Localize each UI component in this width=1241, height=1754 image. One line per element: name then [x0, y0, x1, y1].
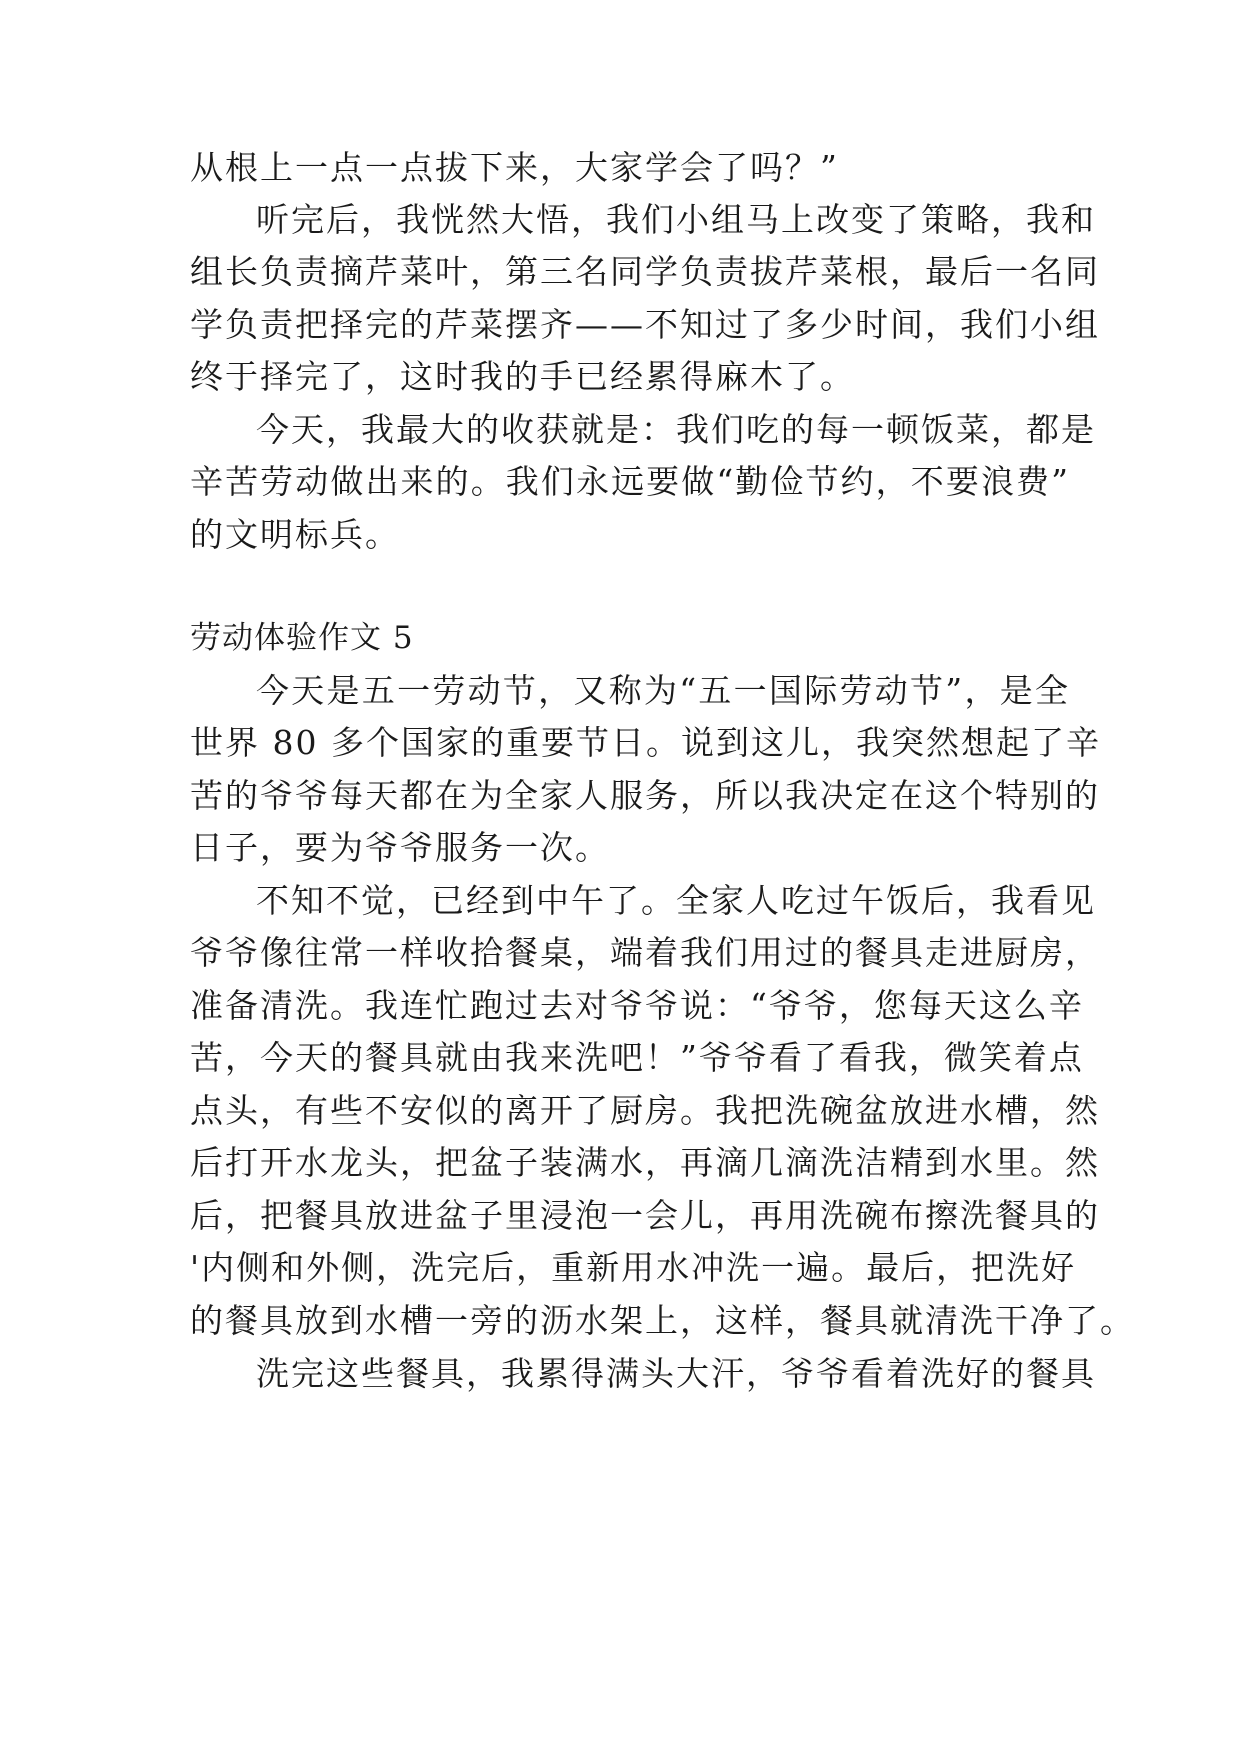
section-heading: 劳动体验作文 5: [190, 620, 414, 656]
paragraph-line: 从根上一点一点拔下来，大家学会了吗？”: [190, 148, 839, 187]
paragraph-line: 后，把餐具放进盆子里浸泡一会儿，再用洗碗布擦洗餐具的: [190, 1196, 1100, 1235]
paragraph-line: 今天，我最大的收获就是：我们吃的每一顿饭菜，都是: [256, 410, 1096, 449]
paragraph-line: 听完后，我恍然大悟，我们小组马上改变了策略，我和: [256, 200, 1096, 239]
paragraph-line: 洗完这些餐具，我累得满头大汗，爷爷看着洗好的餐具: [256, 1354, 1096, 1393]
paragraph-line: 世界 80 多个国家的重要节日。说到这儿，我突然想起了辛: [190, 723, 1101, 762]
paragraph-line: 苦，今天的餐具就由我来洗吧！”爷爷看了看我，微笑着点: [190, 1038, 1084, 1077]
paragraph-line: 点头，有些不安似的离开了厨房。我把洗碗盆放进水槽，然: [190, 1091, 1100, 1130]
paragraph-line: 学负责把择完的芹菜摆齐——不知过了多少时间，我们小组: [190, 305, 1100, 344]
paragraph-line: 准备清洗。我连忙跑过去对爷爷说：“爷爷，您每天这么辛: [190, 986, 1084, 1025]
paragraph-line: 终于择完了，这时我的手已经累得麻木了。: [190, 357, 855, 396]
paragraph-line: 爷爷像往常一样收拾餐桌，端着我们用过的餐具走进厨房，: [190, 933, 1100, 972]
paragraph-line: 苦的爷爷每天都在为全家人服务，所以我决定在这个特别的: [190, 776, 1100, 815]
paragraph-line: 辛苦劳动做出来的。我们永远要做“勤俭节约，不要浪费”: [190, 462, 1070, 501]
paragraph-line: 日子，要为爷爷服务一次。: [190, 828, 610, 867]
paragraph-line: 的文明标兵。: [190, 515, 400, 554]
paragraph-line: '内侧和外侧，洗完后，重新用水冲洗一遍。最后，把洗好: [190, 1248, 1077, 1287]
paragraph-line: 组长负责摘芹菜叶，第三名同学负责拔芹菜根，最后一名同: [190, 252, 1100, 291]
paragraph-line: 的餐具放到水槽一旁的沥水架上，这样，餐具就清洗干净了。: [190, 1301, 1135, 1340]
paragraph-line: 不知不觉，已经到中午了。全家人吃过午饭后，我看见: [256, 881, 1096, 920]
paragraph-line: 今天是五一劳动节，又称为“五一国际劳动节”，是全: [256, 671, 1070, 710]
paragraph-line: 后打开水龙头，把盆子装满水，再滴几滴洗洁精到水里。然: [190, 1143, 1100, 1182]
